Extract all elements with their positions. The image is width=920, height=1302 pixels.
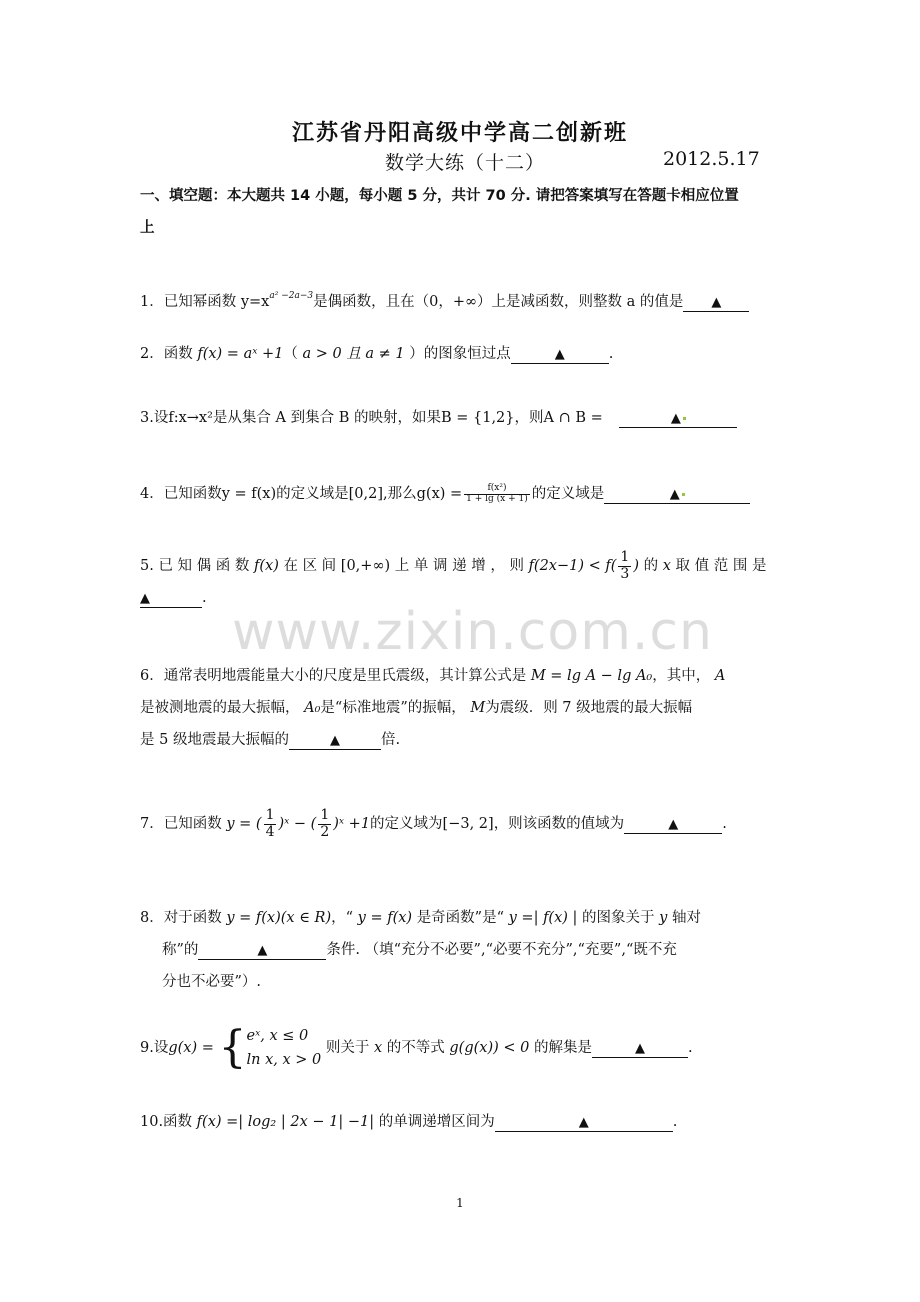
page-title: 江苏省丹阳高级中学高二创新班 <box>291 121 628 146</box>
q2-formula: f(x) = aˣ +1 <box>197 346 284 362</box>
question-7: 7．已知函数 y = ( $\frac{1}{4}$ )ˣ − ( $\frac{1}{2}$ )ˣ +1的定义域为[−3, 2]，则该函数的值域为 ▲ . <box>140 807 727 840</box>
q6-answer-blank[interactable]: ▲ <box>289 729 381 750</box>
q6-formula: M = lg A − lg A₀ <box>530 668 653 684</box>
q1-answer-blank[interactable]: ▲ <box>683 291 749 312</box>
green-dot-mark <box>682 493 685 496</box>
q9-answer-blank[interactable]: ▲ <box>592 1037 688 1058</box>
q2-condition: a > 0 且 a ≠ 1 <box>302 346 405 362</box>
question-9: 9.设g(x) = {eˣ, x ≤ 0 ln x, x > 0 则关于 x 的不等式 g(g(x)) < 0 的解集是 ▲ . <box>140 1022 693 1073</box>
question-6: 6．通常表明地震能量大小的尺度是里氏震级，其计算公式是 M = lg A − lg A₀，其中， A 是被测地震的最大振幅， A₀是“标准地震”的振幅， M为震级．则 7 级地震的最大振幅 是 5 级地震最大振幅的 ▲ 倍. <box>140 668 726 748</box>
q4-text: 4．已知函数y = f(x)的定义域是[0,2],那么g(x) = <box>140 486 463 502</box>
q2-text-post: 的图象恒过点 <box>423 346 511 362</box>
q5-answer-blank[interactable]: ▲ <box>140 587 202 608</box>
section-heading <box>140 180 786 244</box>
page-subtitle: 数学大练（十二） <box>385 152 546 174</box>
section-heading-line1: 一、填空题：本大题共 14 小题，每小题 5 分，共计 70 分. 请把答案填写在答题卡相应位置 <box>140 188 739 204</box>
q3-answer-blank[interactable]: ▲ <box>619 407 737 428</box>
page-number: 1 <box>456 1196 464 1210</box>
q2-answer-blank[interactable]: ▲ <box>511 343 609 364</box>
question-2: 2．函数 f(x) = aˣ +1（ a > 0 且 a ≠ 1 ）的图象恒过点 ▲ . <box>140 338 786 370</box>
left-brace: { <box>218 1022 247 1073</box>
q7-fraction-2: $\frac{1}{2}$ <box>320 807 330 840</box>
watermark: www.zixin.com.cn <box>232 602 713 662</box>
section-heading-line2: 上 <box>140 220 155 236</box>
q10-answer-blank[interactable]: ▲ <box>495 1111 673 1132</box>
q2-text: 2．函数 <box>140 346 193 362</box>
question-8: 8．对于函数 y = f(x)(x ∈ R)，“ y = f(x) 是奇函数”是“ y =| f(x) | 的图象关于 y 轴对 称”的 ▲ 条件. （填“充分不必要”,“必要不充分”,“充要”,“既不充 分也不必要”）. <box>140 902 786 998</box>
q3-text: 3.设f:x→x²是从集合 A 到集合 B 的映射，如果B = {1,2}，则A ∩ B = <box>140 410 603 426</box>
q5-interval: [0,+∞) <box>340 558 391 574</box>
page-date: 2012.5.17 <box>663 148 760 170</box>
q1-text-post: 是偶函数，且在（0，+∞）上是减函数，则整数 a 的值是 <box>313 294 684 310</box>
q8-continuation: 称”的 ▲ 条件. （填“充分不必要”,“必要不充分”,“充要”,“既不充 分也不必要”）. <box>140 934 786 998</box>
q9-piecewise: eˣ, x ≤ 0 ln x, x > 0 <box>246 1028 322 1068</box>
question-5: 5. 已 知 偶 函 数 f(x) 在 区 间 [0,+∞) 上 单 调 递 增 ， 则 f(2x−1) < f( $\frac{1}{3}$ ) 的 x 取 值 范 围 是 ▲ . <box>140 549 767 606</box>
q8-answer-blank[interactable]: ▲ <box>198 939 326 960</box>
q4-answer-blank[interactable]: ▲ <box>604 483 750 504</box>
q10-formula: f(x) =| log₂ | 2x − 1| −1| <box>196 1114 375 1130</box>
q5-fraction: $\frac{1}{3}$ <box>620 549 630 582</box>
question-4 <box>140 478 786 510</box>
question-3 <box>140 402 786 434</box>
q1-text: 1．已知幂函数 y=x <box>140 294 270 310</box>
question-10: 10.函数 f(x) =| log₂ | 2x − 1| −1| 的单调递增区间为 ▲ . <box>140 1106 786 1138</box>
green-dot-mark <box>683 417 686 420</box>
q1-exponent: a² −2a−3 <box>269 291 314 301</box>
question-1 <box>140 280 786 318</box>
q4-text-post: 的定义域是 <box>531 486 605 502</box>
q4-fraction: $\frac{\text{f(x²)}}{1 + \lg (x + 1)}$ <box>466 482 528 504</box>
q7-fraction-1: $\frac{1}{4}$ <box>265 807 275 840</box>
q7-answer-blank[interactable]: ▲ <box>624 813 722 834</box>
